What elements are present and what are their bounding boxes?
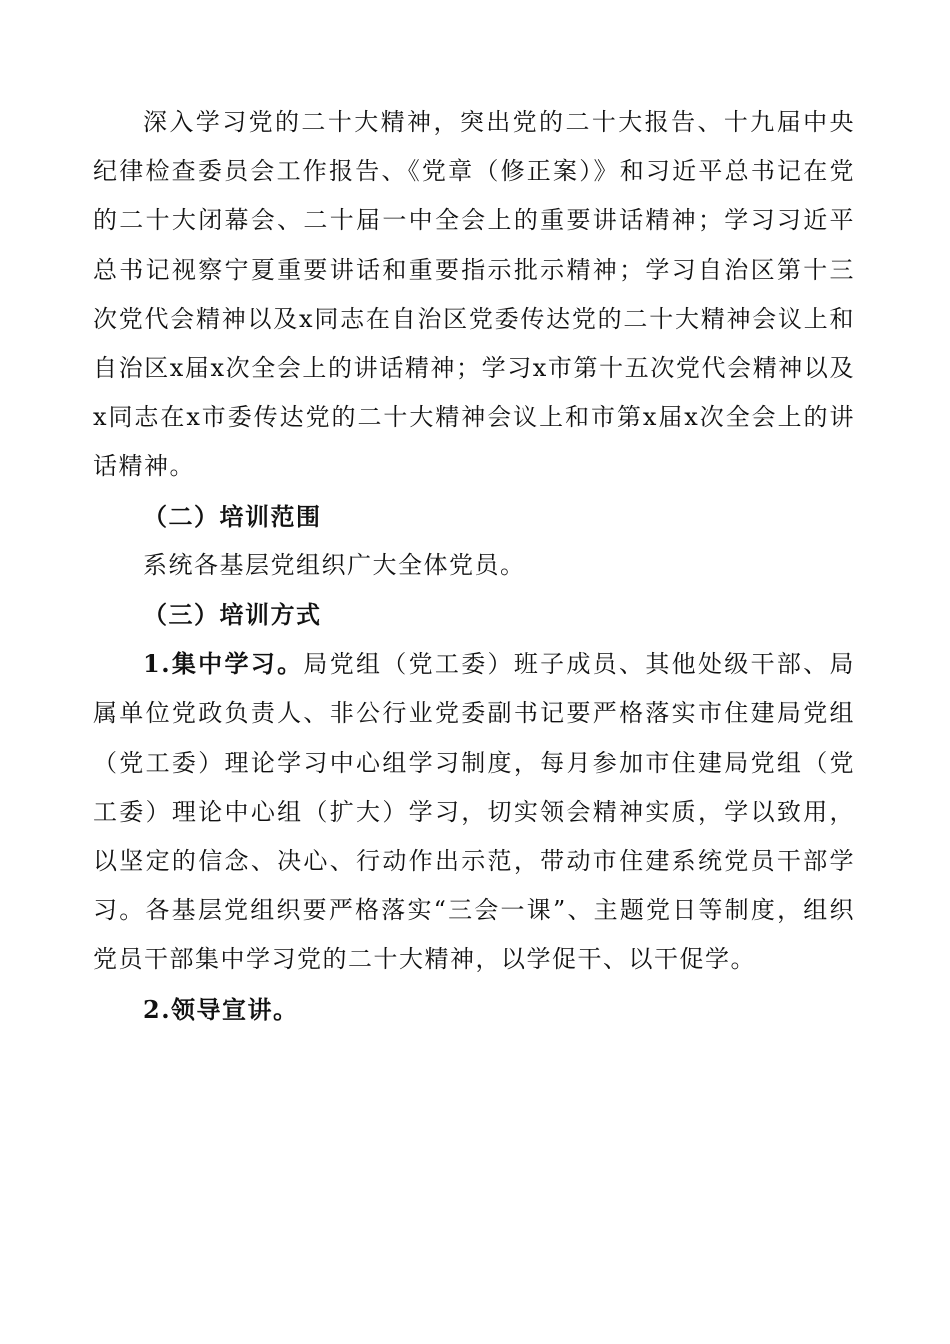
item-leadership-lecture [93,985,855,1035]
item-centralized-study [93,639,855,984]
section-heading-training-scope: （二）培训范围 [143,501,322,531]
training-scope-paragraph: 系统各基层党组织广大全体党员。 [143,550,526,579]
item-centralized-study-body: 局党组（党工委）班子成员、其他处级干部、局属单位党政负责人、非公行业党委副书记要严格落实市住建局党组（党工委）理论学习中心组学习制度，每月参加市住建局党组（党工委）理论中心组（扩大）学习，切实领会精神实质，学以致用，以坚定的信念、决心、行动作出示范，带动市住建系统党员干部学习。各基层党组织要严格落实“三会一课”、主题党日等制度，组织党员干部集中学习党的二十大精神，以学促干、以干促学。 [93,650,855,974]
study-content-paragraph: 深入学习党的二十大精神，突出党的二十大报告、十九届中央纪律检查委员会工作报告、《党章（修正案）》和习近平总书记在党的二十大闭幕会、二十届一中全会上的重要讲话精神；学习习近平总书记视察宁夏重要讲话和重要指示批示精神；学习自治区第十三次党代会精神以及x同志在自治区党委传达党的二十大精神会议上和自治区x届x次全会上的讲话精神；学习x市第十五次党代会精神以及x同志在x市委传达党的二十大精神会议上和市第x届x次全会上的讲话精神。 [93,108,855,481]
item-centralized-study-lead: 1.集中学习。 [143,649,304,679]
item-leadership-lecture-lead: 2.领导宣讲。 [143,994,299,1024]
document-body [93,98,855,1035]
section-heading-training-method: （三）培训方式 [143,600,322,630]
